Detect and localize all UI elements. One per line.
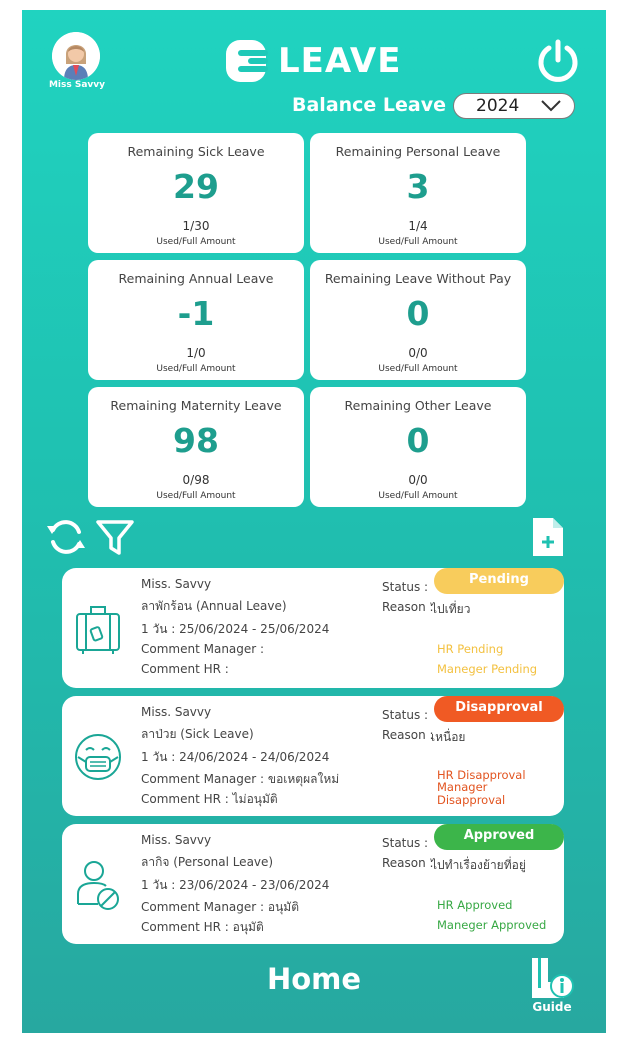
balance-card-without-pay <box>310 260 526 380</box>
comment-manager: Comment Manager : ขอเหตุผลใหม่ <box>141 772 340 786</box>
reason-label: Reason : <box>382 728 434 742</box>
power-icon[interactable] <box>534 36 582 84</box>
manager-status: Manager Disapproval <box>437 780 506 807</box>
balance-card-other <box>310 387 526 507</box>
status-badge: Pending <box>434 568 564 594</box>
person-blocked-icon <box>74 858 122 912</box>
guide-label: Guide <box>532 1000 572 1014</box>
leave-type: ลากิจ (Personal Leave) <box>141 855 274 869</box>
hr-status: HR Pending <box>437 642 504 656</box>
balance-card-maternity <box>88 387 304 507</box>
requester-name: Miss. Savvy <box>141 577 212 591</box>
card-value: 0 <box>406 294 430 333</box>
card-used: 0/0 <box>408 346 428 360</box>
status-label: Status : <box>382 836 429 850</box>
reason-value: ไปเที่ยว <box>431 602 471 616</box>
leave-logo-icon <box>224 38 268 84</box>
balance-card-annual <box>88 260 304 380</box>
comment-hr: Comment HR : <box>141 662 229 676</box>
card-caption: Used/Full Amount <box>378 364 458 374</box>
reason-label: Reason : <box>382 600 434 614</box>
card-value: -1 <box>177 294 215 333</box>
suitcase-icon <box>74 602 122 656</box>
comment-hr: Comment HR : ไม่อนุมัติ <box>141 792 278 806</box>
card-title: Remaining Maternity Leave <box>110 398 282 413</box>
year-value: 2024 <box>476 96 520 116</box>
card-caption: Used/Full Amount <box>156 491 236 501</box>
leave-dates: 1 วัน : 24/06/2024 - 24/06/2024 <box>141 750 330 764</box>
card-value: 29 <box>173 167 219 206</box>
card-caption: Used/Full Amount <box>156 237 236 247</box>
home-title: Home <box>266 962 362 996</box>
balance-card-personal <box>310 133 526 253</box>
card-used: 1/30 <box>182 219 210 233</box>
balance-card-sick <box>88 133 304 253</box>
reason-label: Reason : <box>382 856 434 870</box>
add-document-icon[interactable] <box>527 516 569 558</box>
card-title: Remaining Personal Leave <box>335 144 501 159</box>
card-title: Remaining Sick Leave <box>127 144 265 159</box>
app-name: LEAVE <box>278 41 402 81</box>
leave-request-card[interactable] <box>62 568 564 688</box>
balance-leave-label: Balance Leave <box>292 94 447 116</box>
card-used: 1/0 <box>186 346 206 360</box>
status-badge: Disapproval <box>434 696 564 722</box>
leave-request-card[interactable] <box>62 696 564 816</box>
status-label: Status : <box>382 708 429 722</box>
sick-face-icon <box>74 730 122 784</box>
card-title: Remaining Other Leave <box>344 398 492 413</box>
reason-value: ไปทำเรื่องย้ายที่อยู่ <box>431 858 526 872</box>
hr-status: HR Approved <box>437 898 513 912</box>
year-dropdown[interactable] <box>453 93 575 119</box>
status-badge: Approved <box>434 824 564 850</box>
leave-type: ลาป่วย (Sick Leave) <box>141 727 254 741</box>
status-label: Status : <box>382 580 429 594</box>
comment-manager: Comment Manager : <box>141 642 265 656</box>
user-avatar-icon <box>52 32 100 80</box>
card-title: Remaining Annual Leave <box>118 271 274 286</box>
avatar[interactable] <box>52 32 100 80</box>
card-caption: Used/Full Amount <box>378 237 458 247</box>
user-name: Miss Savvy <box>48 80 106 90</box>
chevron-down-icon <box>540 99 562 113</box>
card-used: 1/4 <box>408 219 428 233</box>
app-logo <box>224 36 401 86</box>
leave-request-card[interactable] <box>62 824 564 944</box>
leave-type: ลาพักร้อน (Annual Leave) <box>141 599 287 613</box>
card-caption: Used/Full Amount <box>378 491 458 501</box>
refresh-icon[interactable] <box>45 516 87 558</box>
card-value: 98 <box>173 421 219 460</box>
leave-dates: 1 วัน : 25/06/2024 - 25/06/2024 <box>141 622 330 636</box>
requester-name: Miss. Savvy <box>141 705 212 719</box>
hr-status: HR Disapproval <box>437 768 526 782</box>
leave-dates: 1 วัน : 23/06/2024 - 23/06/2024 <box>141 878 330 892</box>
reason-value: เหนื่อย <box>431 730 466 744</box>
manager-status: Maneger Approved <box>437 918 547 932</box>
manager-status: Maneger Pending <box>437 662 538 676</box>
requester-name: Miss. Savvy <box>141 833 212 847</box>
card-value: 3 <box>406 167 430 206</box>
filter-icon[interactable] <box>94 516 136 558</box>
card-caption: Used/Full Amount <box>156 364 236 374</box>
card-used: 0/98 <box>182 473 210 487</box>
card-value: 0 <box>406 421 430 460</box>
comment-hr: Comment HR : อนุมัติ <box>141 920 264 934</box>
comment-manager: Comment Manager : อนุมัติ <box>141 900 299 914</box>
leave-app-screen <box>22 10 606 1033</box>
card-title: Remaining Leave Without Pay <box>324 271 512 286</box>
card-used: 0/0 <box>408 473 428 487</box>
guide-icon[interactable] <box>530 956 574 1000</box>
